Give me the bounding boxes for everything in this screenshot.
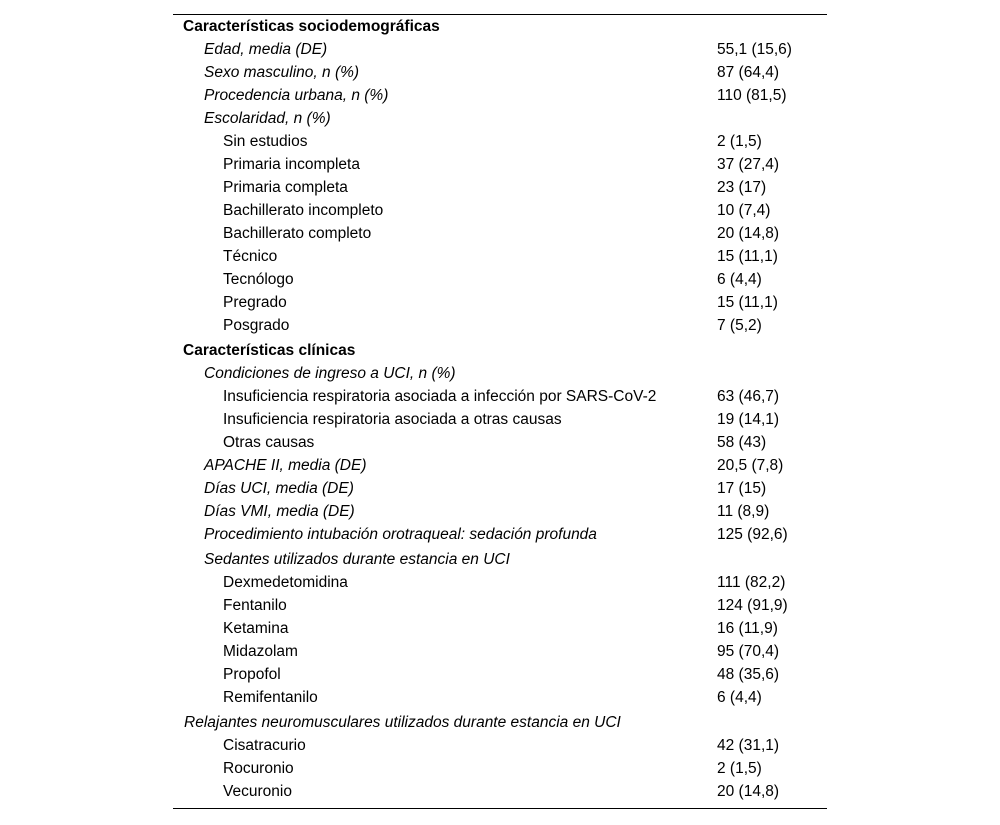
- row-value: 87 (64,4): [717, 64, 780, 81]
- table-row: [0, 177, 1000, 199]
- table-row: [0, 246, 1000, 268]
- table-row: [0, 712, 1000, 734]
- row-label: Ketamina: [223, 620, 289, 637]
- row-label: Otras causas: [223, 434, 315, 451]
- table-row: [0, 758, 1000, 780]
- table-row: [0, 595, 1000, 617]
- row-label: Vecuronio: [223, 783, 292, 800]
- table-row: [0, 735, 1000, 757]
- table-row: [0, 386, 1000, 408]
- row-label: Primaria completa: [223, 179, 348, 196]
- row-value: 17 (15): [717, 480, 767, 497]
- row-label: Bachillerato completo: [223, 225, 372, 242]
- row-label: Días VMI, media (DE): [204, 503, 355, 520]
- row-label: Procedencia urbana, n (%): [204, 87, 389, 104]
- row-value: 55,1 (15,6): [717, 41, 792, 58]
- table-row: [0, 501, 1000, 523]
- table-row: [0, 292, 1000, 314]
- row-label: Procedimiento intubación orotraqueal: sedación profunda: [204, 526, 597, 543]
- table-row: [0, 781, 1000, 803]
- row-value: 110 (81,5): [717, 87, 787, 104]
- row-value: 20 (14,8): [717, 783, 780, 800]
- section-heading-sociodemographic: Características sociodemográficas: [183, 18, 440, 35]
- table-row: [0, 687, 1000, 709]
- row-label: Cisatracurio: [223, 737, 306, 754]
- row-label: Remifentanilo: [223, 689, 318, 706]
- row-label: Condiciones de ingreso a UCI, n (%): [204, 365, 456, 382]
- table-row: [0, 85, 1000, 107]
- row-label: Dexmedetomidina: [223, 574, 348, 591]
- table-row: [0, 478, 1000, 500]
- row-label: Técnico: [223, 248, 278, 265]
- row-label: Tecnólogo: [223, 271, 294, 288]
- row-label: Días UCI, media (DE): [204, 480, 354, 497]
- row-value: 6 (4,4): [717, 689, 762, 706]
- row-value: 19 (14,1): [717, 411, 780, 428]
- row-value: 125 (92,6): [717, 526, 788, 543]
- table-top-rule: [173, 14, 827, 15]
- table-row: [0, 131, 1000, 153]
- table-row: [0, 315, 1000, 337]
- row-label: Rocuronio: [223, 760, 294, 777]
- row-value: 2 (1,5): [717, 133, 762, 150]
- row-value: 42 (31,1): [717, 737, 780, 754]
- row-label: Insuficiencia respiratoria asociada a otras causas: [223, 411, 562, 428]
- row-value: 20 (14,8): [717, 225, 780, 242]
- table-row: [0, 269, 1000, 291]
- table-row: [0, 409, 1000, 431]
- row-value: 111 (82,2): [717, 574, 786, 591]
- row-label: Edad, media (DE): [204, 41, 328, 58]
- section-heading-clinical: Características clínicas: [183, 342, 356, 359]
- table-row: [0, 363, 1000, 385]
- table-row: [0, 549, 1000, 571]
- row-label: Primaria incompleta: [223, 156, 360, 173]
- row-label: Sexo masculino, n (%): [204, 64, 360, 81]
- row-label: Relajantes neuromusculares utilizados durante estancia en UCI: [184, 714, 621, 731]
- table-row: [0, 664, 1000, 686]
- row-value: 58 (43): [717, 434, 767, 451]
- row-label: Escolaridad, n (%): [204, 110, 331, 127]
- table-bottom-rule: [173, 808, 827, 809]
- table-row: [0, 618, 1000, 640]
- row-label: Sedantes utilizados durante estancia en UCI: [204, 551, 510, 568]
- row-value: 23 (17): [717, 179, 767, 196]
- table-row: [0, 432, 1000, 454]
- row-value: 15 (11,1): [717, 294, 778, 311]
- row-value: 15 (11,1): [717, 248, 778, 265]
- row-label: Midazolam: [223, 643, 298, 660]
- row-value: 6 (4,4): [717, 271, 762, 288]
- table-row: [0, 154, 1000, 176]
- row-value: 48 (35,6): [717, 666, 780, 683]
- row-value: 7 (5,2): [717, 317, 762, 334]
- table-row: [0, 524, 1000, 546]
- row-label: Fentanilo: [223, 597, 287, 614]
- table-row: [0, 108, 1000, 130]
- row-value: 16 (11,9): [717, 620, 778, 637]
- row-label: Posgrado: [223, 317, 290, 334]
- table-row: [0, 572, 1000, 594]
- row-value: 2 (1,5): [717, 760, 762, 777]
- row-value: 95 (70,4): [717, 643, 780, 660]
- row-label: Sin estudios: [223, 133, 308, 150]
- row-label: APACHE II, media (DE): [204, 457, 367, 474]
- table-row: [0, 223, 1000, 245]
- row-value: 124 (91,9): [717, 597, 788, 614]
- row-value: 10 (7,4): [717, 202, 771, 219]
- table-row: [0, 200, 1000, 222]
- row-value: 63 (46,7): [717, 388, 780, 405]
- table-row: [0, 62, 1000, 84]
- row-label: Insuficiencia respiratoria asociada a infección por SARS-CoV-2: [223, 388, 657, 405]
- row-value: 37 (27,4): [717, 156, 780, 173]
- row-label: Pregrado: [223, 294, 287, 311]
- row-value: 20,5 (7,8): [717, 457, 784, 474]
- table-row: [0, 455, 1000, 477]
- table-row: [0, 641, 1000, 663]
- row-label: Bachillerato incompleto: [223, 202, 384, 219]
- row-label: Propofol: [223, 666, 281, 683]
- table-row: [0, 39, 1000, 61]
- row-value: 11 (8,9): [717, 503, 770, 520]
